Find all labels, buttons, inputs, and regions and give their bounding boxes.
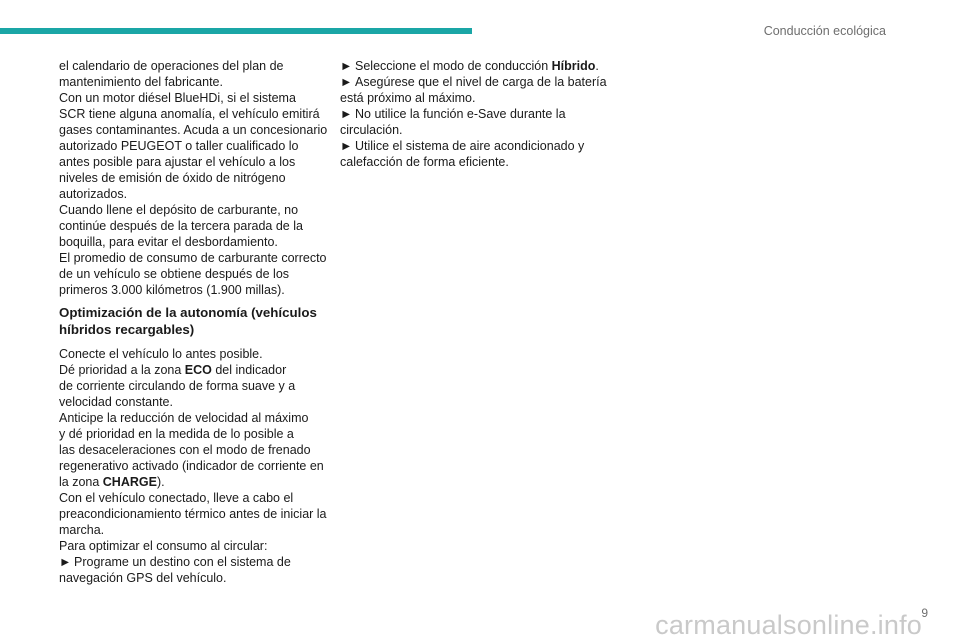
text-line: El promedio de consumo de carburante correcto bbox=[59, 251, 327, 265]
header-accent-bar bbox=[0, 28, 472, 34]
section-heading bbox=[59, 304, 321, 338]
text-line: el calendario de operaciones del plan de bbox=[59, 59, 284, 73]
text-line: autorizado PEUGEOT o taller cualificado lo bbox=[59, 139, 299, 153]
autonomy-paragraphs bbox=[59, 346, 327, 586]
bullet-item bbox=[340, 138, 602, 154]
bullet-arrow-icon: ► bbox=[340, 107, 353, 121]
section-title: Conducción ecológica bbox=[763, 24, 886, 38]
text-line: mantenimiento del fabricante. bbox=[59, 75, 223, 89]
text-line bbox=[59, 362, 321, 378]
heading-line: Optimización de la autonomía (vehículos bbox=[59, 305, 317, 320]
text-line: boquilla, para evitar el desbordamiento. bbox=[59, 235, 278, 249]
text-line bbox=[59, 474, 321, 490]
bullet-text: Seleccione el modo de conducción bbox=[355, 59, 552, 73]
text-fragment: del indicador bbox=[211, 363, 287, 377]
text-line: velocidad constante. bbox=[59, 395, 173, 409]
bullet-arrow-icon: ► bbox=[340, 59, 353, 73]
text-line: las desaceleraciones con el modo de frenado bbox=[59, 443, 311, 457]
page-number: 9 bbox=[921, 606, 928, 620]
bullet-item bbox=[340, 106, 602, 122]
text-line: primeros 3.000 kilómetros (1.900 millas). bbox=[59, 283, 285, 297]
text-line: marcha. bbox=[59, 523, 105, 537]
bullet-arrow-icon: ► bbox=[340, 139, 353, 153]
text-line: circulación. bbox=[340, 123, 403, 137]
heading-line: híbridos recargables) bbox=[59, 322, 195, 337]
watermark-link[interactable]: carmanualsonline.info bbox=[655, 610, 922, 640]
bullet-arrow-icon: ► bbox=[59, 555, 72, 569]
text-fragment: la zona bbox=[59, 475, 103, 489]
text-line: de un vehículo se obtiene después de los bbox=[59, 267, 290, 281]
text-line: Conecte el vehículo lo antes posible. bbox=[59, 347, 263, 361]
bullet-item bbox=[340, 74, 607, 90]
text-line: Con el vehículo conectado, lleve a cabo el bbox=[59, 491, 294, 505]
hybrid-mode-label: Híbrido bbox=[551, 59, 596, 73]
text-fragment: Dé prioridad a la zona bbox=[59, 363, 185, 377]
right-column bbox=[340, 58, 607, 170]
text-line: de corriente circulando de forma suave y a bbox=[59, 379, 296, 393]
text-line: Cuando llene el depósito de carburante, no bbox=[59, 203, 299, 217]
bullet-text: No utilice la función e-Save durante la bbox=[355, 107, 566, 121]
intro-paragraphs bbox=[59, 58, 328, 298]
charge-zone-label: CHARGE bbox=[102, 475, 157, 489]
text-line: regenerativo activado (indicador de corriente en bbox=[59, 459, 324, 473]
bullet-text: Asegúrese que el nivel de carga de la batería bbox=[355, 75, 607, 89]
left-column bbox=[59, 58, 328, 586]
text-line: gases contaminantes. Acuda a un concesionario bbox=[59, 123, 328, 137]
bullet-arrow-icon: ► bbox=[340, 75, 353, 89]
text-line: niveles de emisión de óxido de nitrógeno bbox=[59, 171, 286, 185]
text-line: Para optimizar el consumo al circular: bbox=[59, 539, 268, 553]
bullet-text: Programe un destino con el sistema de bbox=[74, 555, 291, 569]
text-line: autorizados. bbox=[59, 187, 128, 201]
text-line: antes posible para ajustar el vehículo a los bbox=[59, 155, 296, 169]
text-line: continúe después de la tercera parada de la bbox=[59, 219, 303, 233]
text-line: preacondicionamiento térmico antes de iniciar la bbox=[59, 507, 327, 521]
text-fragment: ). bbox=[156, 475, 165, 489]
bullet-item bbox=[340, 58, 602, 74]
text-line: navegación GPS del vehículo. bbox=[59, 571, 227, 585]
text-line: calefacción de forma eficiente. bbox=[340, 155, 509, 169]
text-line: Anticipe la reducción de velocidad al máximo bbox=[59, 411, 309, 425]
bullet-item bbox=[59, 554, 321, 570]
text-line: está próximo al máximo. bbox=[340, 91, 476, 105]
text-line: SCR tiene alguna anomalía, el vehículo emitirá bbox=[59, 107, 320, 121]
text-line: y dé prioridad en la medida de lo posible a bbox=[59, 427, 294, 441]
text-line: Con un motor diésel BlueHDi, si el sistema bbox=[59, 91, 296, 105]
eco-zone-label: ECO bbox=[184, 363, 212, 377]
bullet-text: Utilice el sistema de aire acondicionado y bbox=[355, 139, 585, 153]
text-fragment: . bbox=[595, 59, 599, 73]
